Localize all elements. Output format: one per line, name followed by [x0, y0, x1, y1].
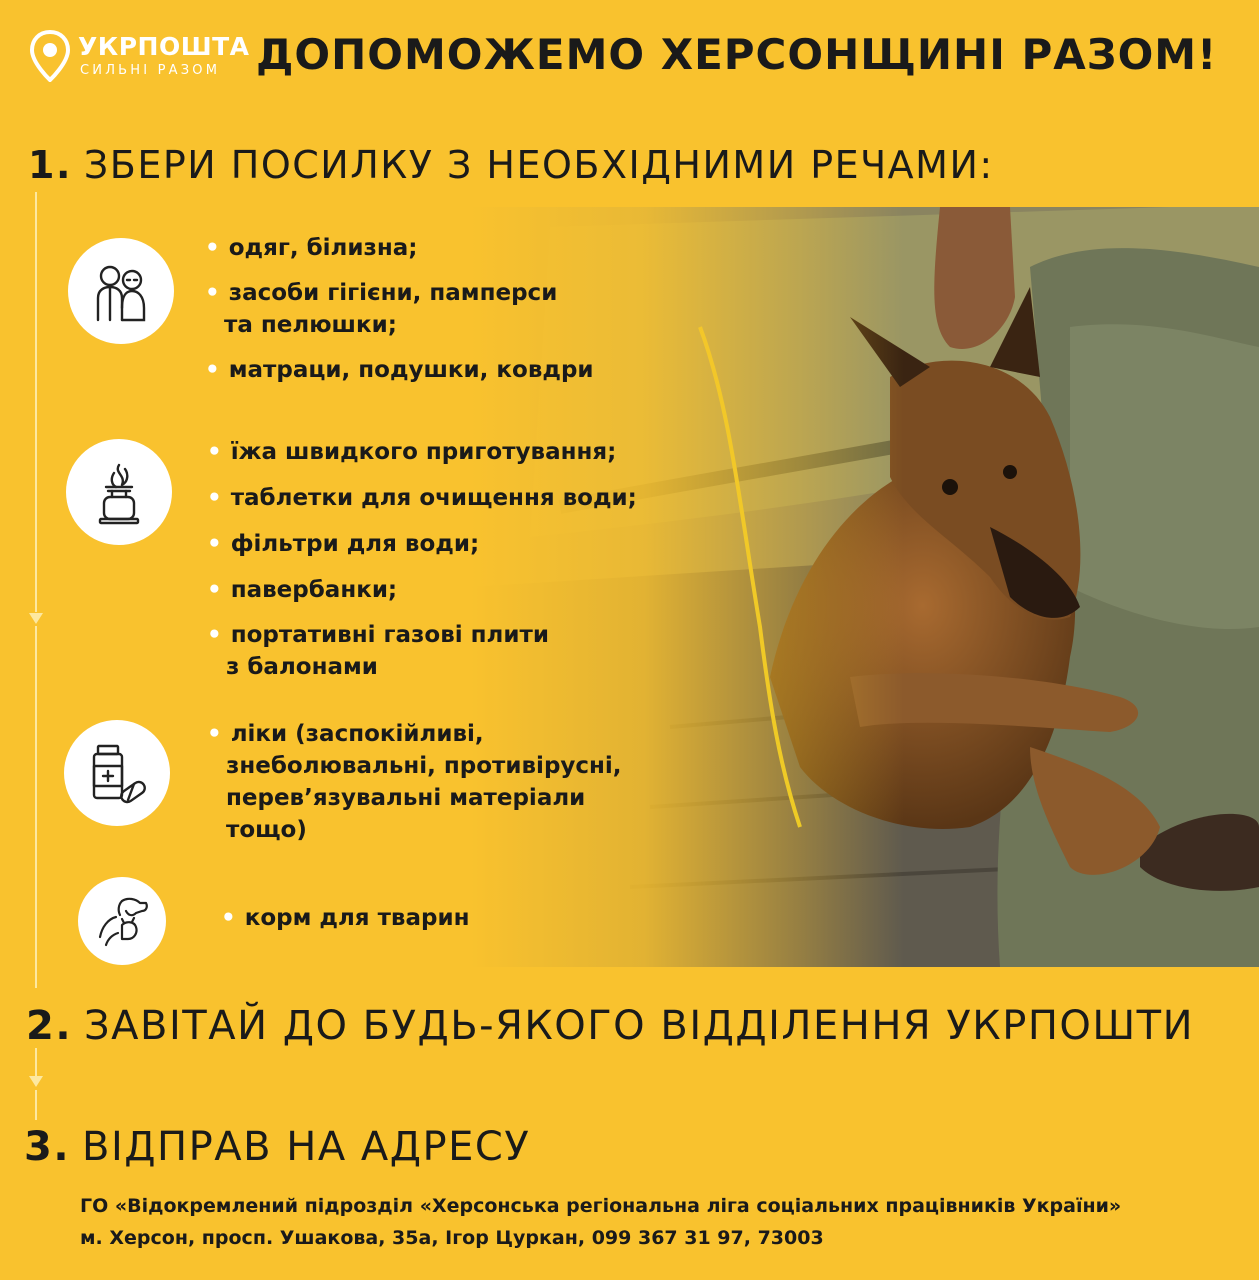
address-line-1: ГО «Відокремлений підрозділ «Херсонська регіональна ліга соціальних працівників України» — [80, 1195, 1122, 1217]
list-item: • засоби гігієни, памперси та пелюшки; — [205, 280, 558, 338]
step-2-text: ЗАВІТАЙ ДО БУДЬ-ЯКОГО ВІДДІЛЕННЯ УКРПОШТИ — [84, 1003, 1195, 1049]
step-2-number: 2. — [26, 1003, 73, 1049]
list-item: • портативні газові плити з балонами — [207, 622, 549, 680]
elderly-couple-icon-circle — [68, 238, 174, 344]
step-2-heading — [26, 1003, 1194, 1049]
timeline-line-3 — [35, 1048, 37, 1076]
rescued-dog-photo — [470, 207, 1259, 967]
list-item: • їжа швидкого приготування; — [207, 439, 617, 465]
ukrposhta-logo — [30, 30, 250, 85]
timeline-arrow-down-icon — [29, 1076, 43, 1087]
recipient-address — [80, 1190, 1121, 1254]
medicine-icon — [82, 738, 152, 808]
logo-name: УКРПОШТА — [78, 32, 250, 61]
list-item: • фільтри для води; — [207, 531, 480, 557]
logo-tagline: СИЛЬНІ РАЗОМ — [80, 63, 221, 78]
page-headline: ДОПОМОЖЕМО ХЕРСОНЩИНІ РАЗОМ! — [256, 30, 1218, 79]
list-item: • ліки (заспокійливі, знеболювальні, противірусні, перев’язувальні матеріали тощо) — [207, 721, 622, 843]
list-item: • одяг, білизна; — [205, 235, 418, 261]
step-1-heading — [28, 143, 994, 187]
location-pin-icon — [30, 30, 70, 82]
elderly-couple-icon — [86, 256, 156, 326]
pets-icon-circle — [78, 877, 166, 965]
address-line-2: м. Херсон, просп. Ушакова, 35а, Ігор Цуркан, 099 367 31 97, 73003 — [80, 1227, 824, 1249]
step-3-heading — [24, 1124, 530, 1170]
timeline-line-4 — [35, 1090, 37, 1120]
step-1-text: ЗБЕРИ ПОСИЛКУ З НЕОБХІДНИМИ РЕЧАМИ: — [83, 143, 994, 187]
list-item: • павербанки; — [207, 577, 398, 603]
medicine-icon-circle — [64, 720, 170, 826]
gas-stove-icon-circle — [66, 439, 172, 545]
step-1-number: 1. — [28, 143, 72, 187]
timeline-line-1 — [35, 192, 37, 612]
timeline-line-2 — [35, 626, 37, 988]
gas-stove-icon — [84, 457, 154, 527]
list-item: • матраци, подушки, ковдри — [205, 357, 594, 383]
list-item: • таблетки для очищення води; — [207, 485, 637, 511]
timeline-arrow-down-icon — [29, 613, 43, 624]
pets-icon — [92, 891, 152, 951]
list-item: • корм для тварин — [221, 905, 470, 931]
step-3-text: ВІДПРАВ НА АДРЕСУ — [82, 1124, 531, 1170]
step-3-number: 3. — [24, 1124, 71, 1170]
